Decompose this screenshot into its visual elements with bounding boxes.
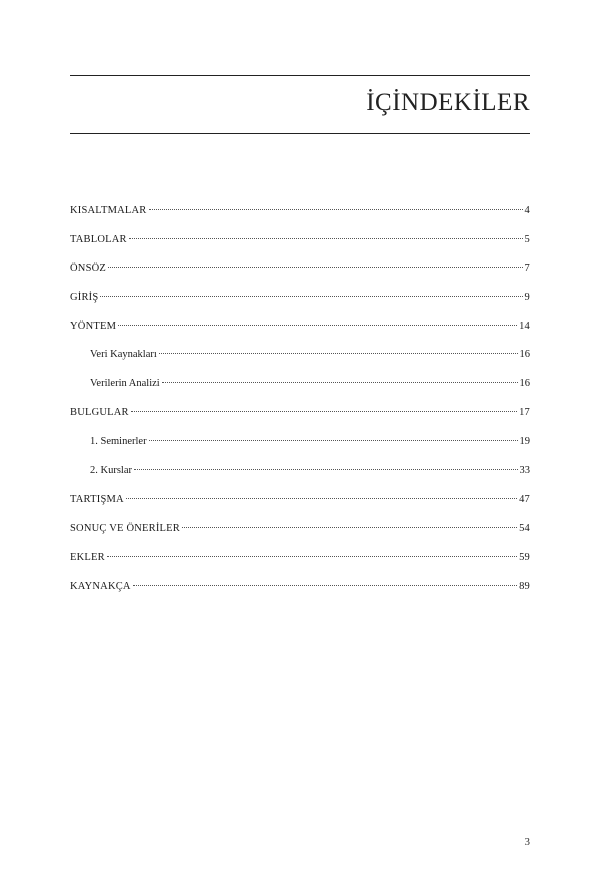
toc-entry[interactable] xyxy=(70,486,530,515)
toc-entry-page: 4 xyxy=(524,205,530,216)
toc-dot-leader xyxy=(100,296,522,297)
toc-entry-page: 16 xyxy=(519,349,530,361)
toc-entry-label: 2. Kurslar xyxy=(90,465,132,477)
toc-entry-page: 19 xyxy=(519,436,530,448)
toc-dot-leader xyxy=(182,527,517,528)
toc-entry-label: ÖNSÖZ xyxy=(70,262,107,274)
toc-entry[interactable] xyxy=(70,457,530,486)
toc-dot-leader xyxy=(118,325,517,326)
title-top-rule xyxy=(70,75,530,76)
toc-entry[interactable] xyxy=(70,399,530,428)
toc-entry-page: 59 xyxy=(519,551,530,563)
page-number: 3 xyxy=(524,836,530,848)
toc-entry-page: 9 xyxy=(524,291,530,303)
table-of-contents xyxy=(70,197,530,601)
toc-entry-label: TABLOLAR xyxy=(70,233,127,245)
toc-entry-label: SONUÇ VE ÖNERİLER xyxy=(70,522,180,534)
toc-entry-page: 89 xyxy=(519,580,530,592)
toc-entry[interactable] xyxy=(70,255,530,284)
toc-entry-label: Veri Kaynakları xyxy=(90,349,157,361)
toc-entry-page: 16 xyxy=(519,378,530,390)
toc-entry-label: EKLER xyxy=(70,551,105,563)
toc-entry-label: KAYNAKÇA xyxy=(70,580,131,592)
toc-dot-leader xyxy=(159,353,518,354)
toc-entry[interactable] xyxy=(70,573,530,602)
toc-dot-leader xyxy=(134,469,518,470)
toc-entry-label: Verilerin Analizi xyxy=(90,378,160,390)
toc-entry-label: GİRİŞ xyxy=(70,291,99,303)
toc-entry[interactable] xyxy=(70,515,530,544)
title-bottom-rule xyxy=(70,133,530,134)
toc-entry-page: 17 xyxy=(519,407,530,419)
toc-entry[interactable] xyxy=(70,428,530,457)
toc-entry-page: 5 xyxy=(524,233,530,245)
toc-entry-label: KISALTMALAR xyxy=(70,205,147,216)
toc-dot-leader xyxy=(126,498,517,499)
toc-entry-page: 7 xyxy=(524,262,530,274)
toc-entry[interactable] xyxy=(70,197,530,226)
toc-dot-leader xyxy=(108,267,523,268)
toc-entry[interactable] xyxy=(70,341,530,370)
toc-entry[interactable] xyxy=(70,544,530,573)
toc-dot-leader xyxy=(149,209,523,210)
toc-entry-label: 1. Seminerler xyxy=(90,436,147,448)
toc-entry[interactable] xyxy=(70,284,530,313)
toc-dot-leader xyxy=(107,556,517,557)
toc-entry-label: YÖNTEM xyxy=(70,320,117,332)
toc-entry-page: 47 xyxy=(519,493,530,505)
toc-dot-leader xyxy=(162,382,518,383)
toc-entry-label: BULGULAR xyxy=(70,407,129,419)
toc-entry-page: 14 xyxy=(519,320,530,332)
toc-dot-leader xyxy=(149,440,518,441)
toc-entry[interactable] xyxy=(70,370,530,399)
toc-entry-label: TARTIŞMA xyxy=(70,493,124,505)
toc-entry-page: 33 xyxy=(519,465,530,477)
toc-entry-page: 54 xyxy=(519,522,530,534)
toc-entry[interactable] xyxy=(70,313,530,342)
toc-entry[interactable] xyxy=(70,226,530,255)
toc-dot-leader xyxy=(131,411,517,412)
toc-dot-leader xyxy=(133,585,517,586)
toc-dot-leader xyxy=(129,238,523,239)
page-title: İÇİNDEKİLER xyxy=(366,89,530,116)
